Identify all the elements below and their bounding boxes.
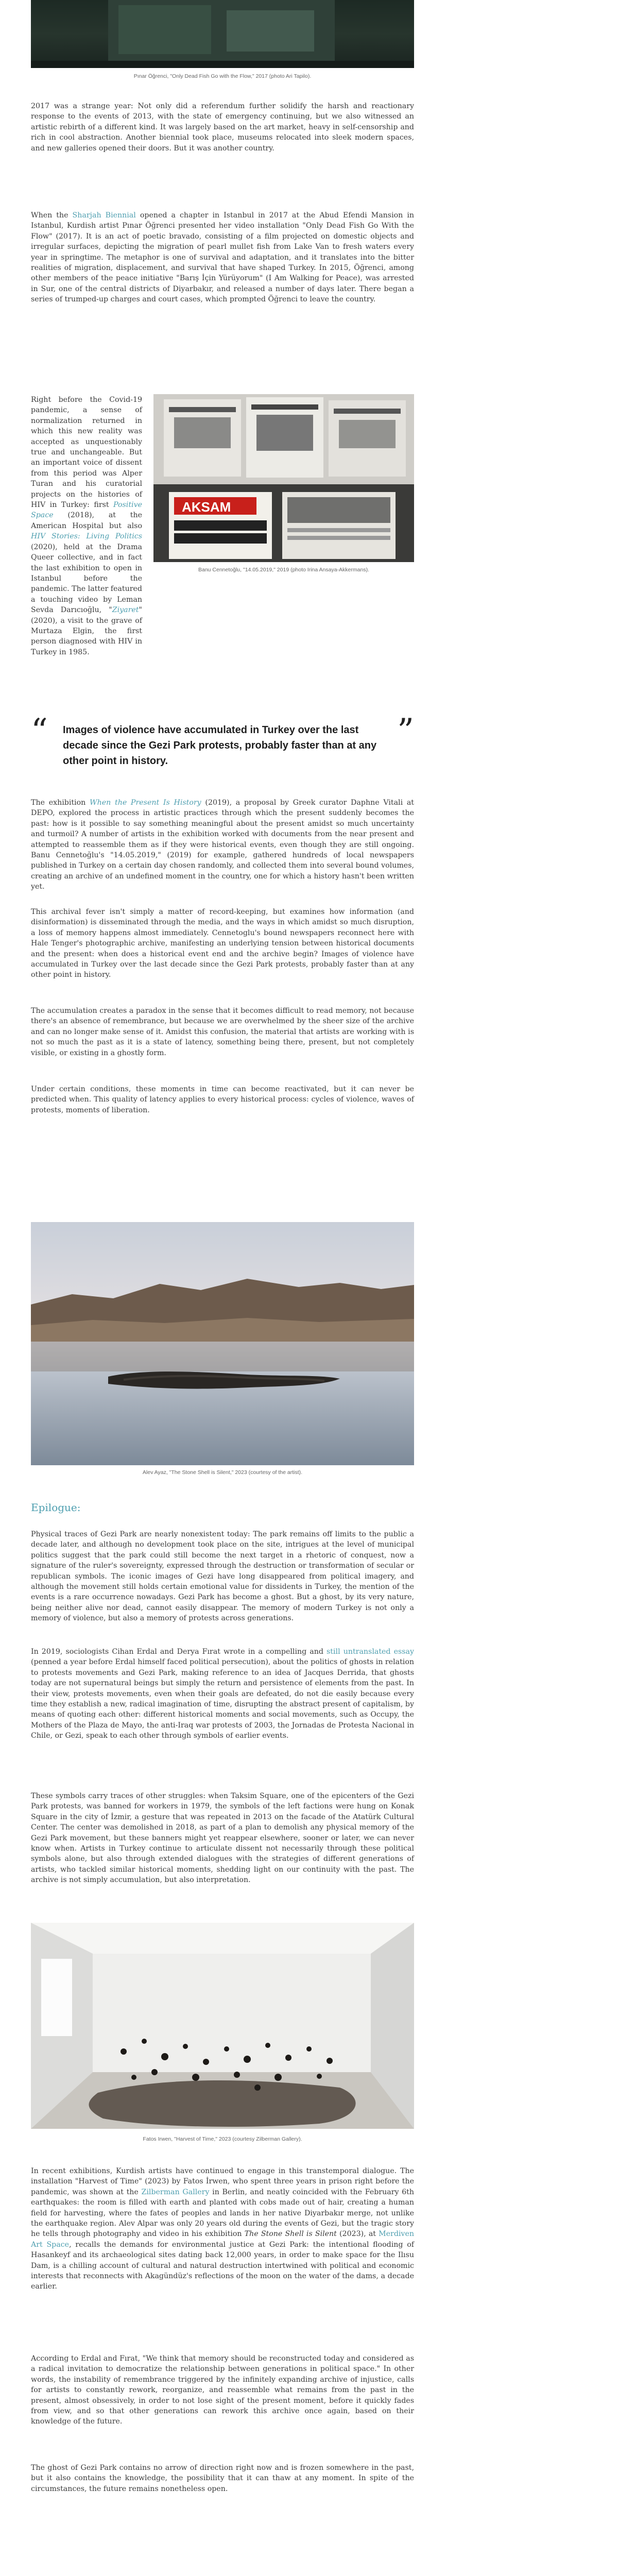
photo-irwen-harvest [31, 1923, 414, 2129]
quote-open-mark: “ [31, 712, 48, 750]
paragraph-present-history [31, 798, 414, 892]
text: (2020), held at the Drama Queer collective, and in fact the last exhibition to open in Istanbul before the pandemic. The latter featured a touching video by Leman Sevda Darıcıoğlu, " [31, 543, 142, 615]
photo-cennetoglu-newspapers [153, 394, 414, 562]
caption-cennetoglu: Banu Cennetoğlu, "14.05.2019," 2019 (photo Irina Ansaya-Akkermans). [198, 567, 369, 573]
text: (2019), a proposal by Greek curator Daphne Vitali at DEPO, explored the process in artistic practices through which the present suddenly becomes the past: how is it possible to say something meaningful about the present amidst so much uncertainty and turmoil? A number of artists in the exhibition worked with documents from the near present and attempted to reassemble them as if they were historical events, even though they are still ongoing. Banu Cennetoğlu's "14.05.2019," (2019) for example, gathered hundreds of local newspapers published in Turkey on a certain day chosen randomly, and collected them into several bound volumes, creating an archive of an undefined moment in the country, one for which a history hasn't been written yet. [31, 799, 414, 891]
text: , recalls the demands for environmental justice at Gezi Park: the intentional flooding of Hasankeyf and its archaeological sites dating back 12,000 years, in order to make space for the Ilısu Dam, is a chilling account of cultural and natural destruction intertwined with political and economic interests that reconnects with Akagündüz's reflections of the moon on the water of the dams, a decade earlier. [31, 2240, 414, 2291]
paragraph-archival-fever: This archival fever isn't simply a matter of record-keeping, but examines how information (and disinformation) is disseminated through the media, and the ways in which amidst so much disruption, a loss of memory happens almost immediately. Cennetoglu's bound newspapers reconnect here with Hale Tenger's photographic archive, manifesting an underlying tension between historical documents and the present: when does a historical event end and the archive begin? Images of violence have accumulated in Turkey over the last decade since the Gezi Park protests, probably faster than at any other point in history. [31, 908, 414, 979]
text: (2023), at [336, 2230, 379, 2239]
paragraph-physical-traces: Physical traces of Gezi Park are nearly nonexistent today: The park remains off limits to the public a decade later, and although no development took place on the site, intrigues at the level of municipal politics suggest that the park could still become the next target in a rhetoric of conquest, now a signature of the ruler's sovereignty, expressed through the destruction or transformation of secular or republican symbols. The iconic images of Gezi have long disappeared from political imagery, and although the movement still holds certain emotional value for dissidents in Turkey, the mention of the events is a rare occurrence nowadays. Gezi Park has become a ghost. But a ghost, by its very nature, being neither alive nor dead, cannot easily disappear. The memory of modern Turkey is not only a memory of violence, but also a memory of protests across generations. [31, 1530, 414, 1623]
caption-alpar: Alev Ayaz, "The Stone Shell is Silent," 2023 (courtesy of the artist). [142, 1469, 303, 1476]
text: (penned a year before Erdal himself faced political persecution), about the politics of ghosts in relation to protests movements and Gezi Park, making reference to an idea of Jacques Derrida, that ghosts today are not supernatural beings but simply the return and persistence of elements from the past. In their view, protests movements, even when their goals are defeated, do not die easily because every time they establish a new, radical imagination of time, disrupting the abstract present of capitalism, by means of quoting each other: different historical moments and social movements, such as Occupy, the Mothers of the Plaza de Mayo, the anti-Iraq war protests of 2003, the Jornadas de Protesta Nacional in Chile, or Gezi, speak to each other through symbols of earlier events. [31, 1658, 414, 1740]
paragraph-accumulation: The accumulation creates a paradox in the sense that it becomes difficult to read memory, not because there's an absence of remembrance, but because we are overwhelmed by the sheer size of the archive and can no longer make sense of it. Amidst this confusion, the material that artists are working with is not so much the past as it is a state of latency, something being there, present, but not completely visible, or existing in a ghostly form. [31, 1007, 414, 1057]
photo-ogrenci-installation [31, 0, 414, 68]
text: Right before the Covid-19 pandemic, a sense of normalization returned in which this new reality was accepted as unquestionably true and unchangeable. But an important voice of dissent from this period was Alper Turan and his curatorial projects on the histories of HIV in Turkey: first [31, 396, 142, 510]
text: " (2020), a visit to the grave of Murtaza Elgin, the first person diagnosed with HIV in Turkey in 1985. [31, 606, 142, 656]
paragraph-erdal-firat: According to Erdal and Fırat, "We think that memory should be reconstructed today and considered as a radical invitation to democratize the relationship between generations in political space." In other words, the instability of remembrance triggered by the infinitely expanding archive of injustice, calls for artists to constantly rework, reorganize, and reassemble what remains from the past in the present, almost obsessively, in order to not lose sight of the present moment, before it quickly fades from view, and so that other generations can rework this archive once again, based on their knowledge of the future. [31, 2354, 414, 2426]
text: opened a chapter in Istanbul in 2017 at the Abud Efendi Mansion in Istanbul, Kurdish artist Pınar Öğrenci presented her video installation "Only Dead Fish Go With the Flow" (2017). It is an act of poetic bravado, consisting of a film projected on domestic objects and irregular surfaces, depicting the migration of pearl mullet fish from Lake Van to fresh waters every year in springtime. The metaphor is one of survival and adaptation, and it translates into the bitter realities of migration, displacement, and survival that have shaped Turkey. In 2015, Öğrenci, among other members of the peace initiative "Barış İçin Yürüyorum" (I Am Walking for Peace), was arrested in Sur, one of the central districts of Diyarbakır, and released a number of days later. There began a series of trumped-up charges and court cases, which prompted Öğrenci to leave the country. [31, 211, 414, 304]
text: (2018), at the American Hospital but also [31, 511, 142, 530]
link-untranslated-essay[interactable]: still untranslated essay [327, 1648, 414, 1656]
epilogue-heading: Epilogue: [31, 1501, 81, 1514]
quote-close-mark: ” [397, 712, 414, 750]
exhibition-title: The Stone Shell is Silent [244, 2230, 337, 2239]
link-ziyaret[interactable]: Ziyaret [112, 606, 139, 615]
text: The exhibition [31, 799, 90, 807]
paragraph-ghosts [31, 1647, 414, 1741]
link-merdiven-art-space[interactable]: Merdiven Art Space [31, 2230, 414, 2249]
paragraph-kurdish-artists [31, 2166, 414, 2292]
photo-alpar-stone-shell [31, 1222, 414, 1465]
pull-quote [31, 712, 414, 776]
link-hiv-stories[interactable]: HIV Stories: Living Politics [31, 532, 142, 541]
caption-irwen: Fatos Irwen, "Harvest of Time," 2023 (courtesy Zilberman Gallery). [143, 2136, 302, 2142]
link-zilberman-gallery[interactable]: Zilberman Gallery [141, 2188, 210, 2196]
paragraph-ghost-of-gezi: The ghost of Gezi Park contains no arrow of direction right now and is frozen somewhere in the past, but it also contains the knowledge, the possibility that it can thaw at any moment. In spite of the circumstances, the future remains nonetheless open. [31, 2464, 414, 2493]
paragraph-symbols: These symbols carry traces of other struggles: when Taksim Square, one of the epicenters of the Gezi Park protests, was banned for workers in 1979, the symbols of the left factions were hung on Konak Square in the city of İzmir, a gesture that was repeated in 2013 on the facade of the Atatürk Cultural Center. The center was demolished in 2018, as part of a plan to demolish any physical memory of the Gezi Park movement, but these banners might yet reappear elsewhere, sooner or later, we can never know when. Artists in Turkey continue to articulate dissent not necessarily through these political symbols alone, but also through extended dialogues with the strategies of different generations of artists, who tackled similar historical moments, shedding light on our continuity with the past. The archive is not simply accumulation, but also interpretation. [31, 1792, 414, 1885]
svg-text:AKSAM: AKSAM [182, 499, 231, 515]
text: When the [31, 211, 73, 219]
caption-ogrenci: Pınar Öğrenci, "Only Dead Fish Go with the Flow," 2017 (photo Ari Tapilo). [133, 73, 312, 79]
link-positive-space[interactable]: Positive Space [31, 501, 142, 520]
text: in Berlin, and neatly coincided with the February 6th earthquakes: the room is filled with earth and planted with cobs made out of hair, creating a human field for harvesting, where the fates of peoples and lands in her native Diyarbakır merge, not unlike the earthquake region. Alev Alpar was only 20 years old during the events of Gezi, but the tragic story he tells through photography and video in his exhibition [31, 2188, 415, 2239]
paragraph-latency: Under certain conditions, these moments in time can become reactivated, but it can never be predicted when. This quality of latency applies to every historical process: cycles of violence, waves of protests, moments of liberation. [31, 1085, 414, 1114]
link-when-present-is-history[interactable]: When the Present Is History [90, 799, 201, 807]
paragraph-2017: 2017 was a strange year: Not only did a referendum further solidify the harsh and reactionary response to the events of 2013, with the state of emergency continuing, but we also witnessed an artistic rebirth of a different kind. It was largely based on the art market, heavy in self-censorship and rich in cool abstraction. Another biennial took place, museums relocated into sleek modern spaces, and new galleries opened their doors. But it was another country. [31, 102, 414, 152]
paragraph-covid [31, 395, 142, 657]
text: In 2019, sociologists Cihan Erdal and Derya Fırat wrote in a compelling and [31, 1648, 327, 1656]
link-sharjah-biennial[interactable]: Sharjah Biennial [72, 211, 136, 219]
quote-text: Images of violence have accumulated in Turkey over the last decade since the Gezi Park protests, probably faster than at any other point in history. [63, 724, 377, 767]
text: In recent exhibitions, Kurdish artists have continued to engage in this transtemporal dialogue. The installation "Harvest of Time" (2023) by Fatos İrwen, who spent three years in prison right before the pandemic, was shown at the [31, 2167, 414, 2196]
paragraph-sharjah [31, 210, 414, 305]
